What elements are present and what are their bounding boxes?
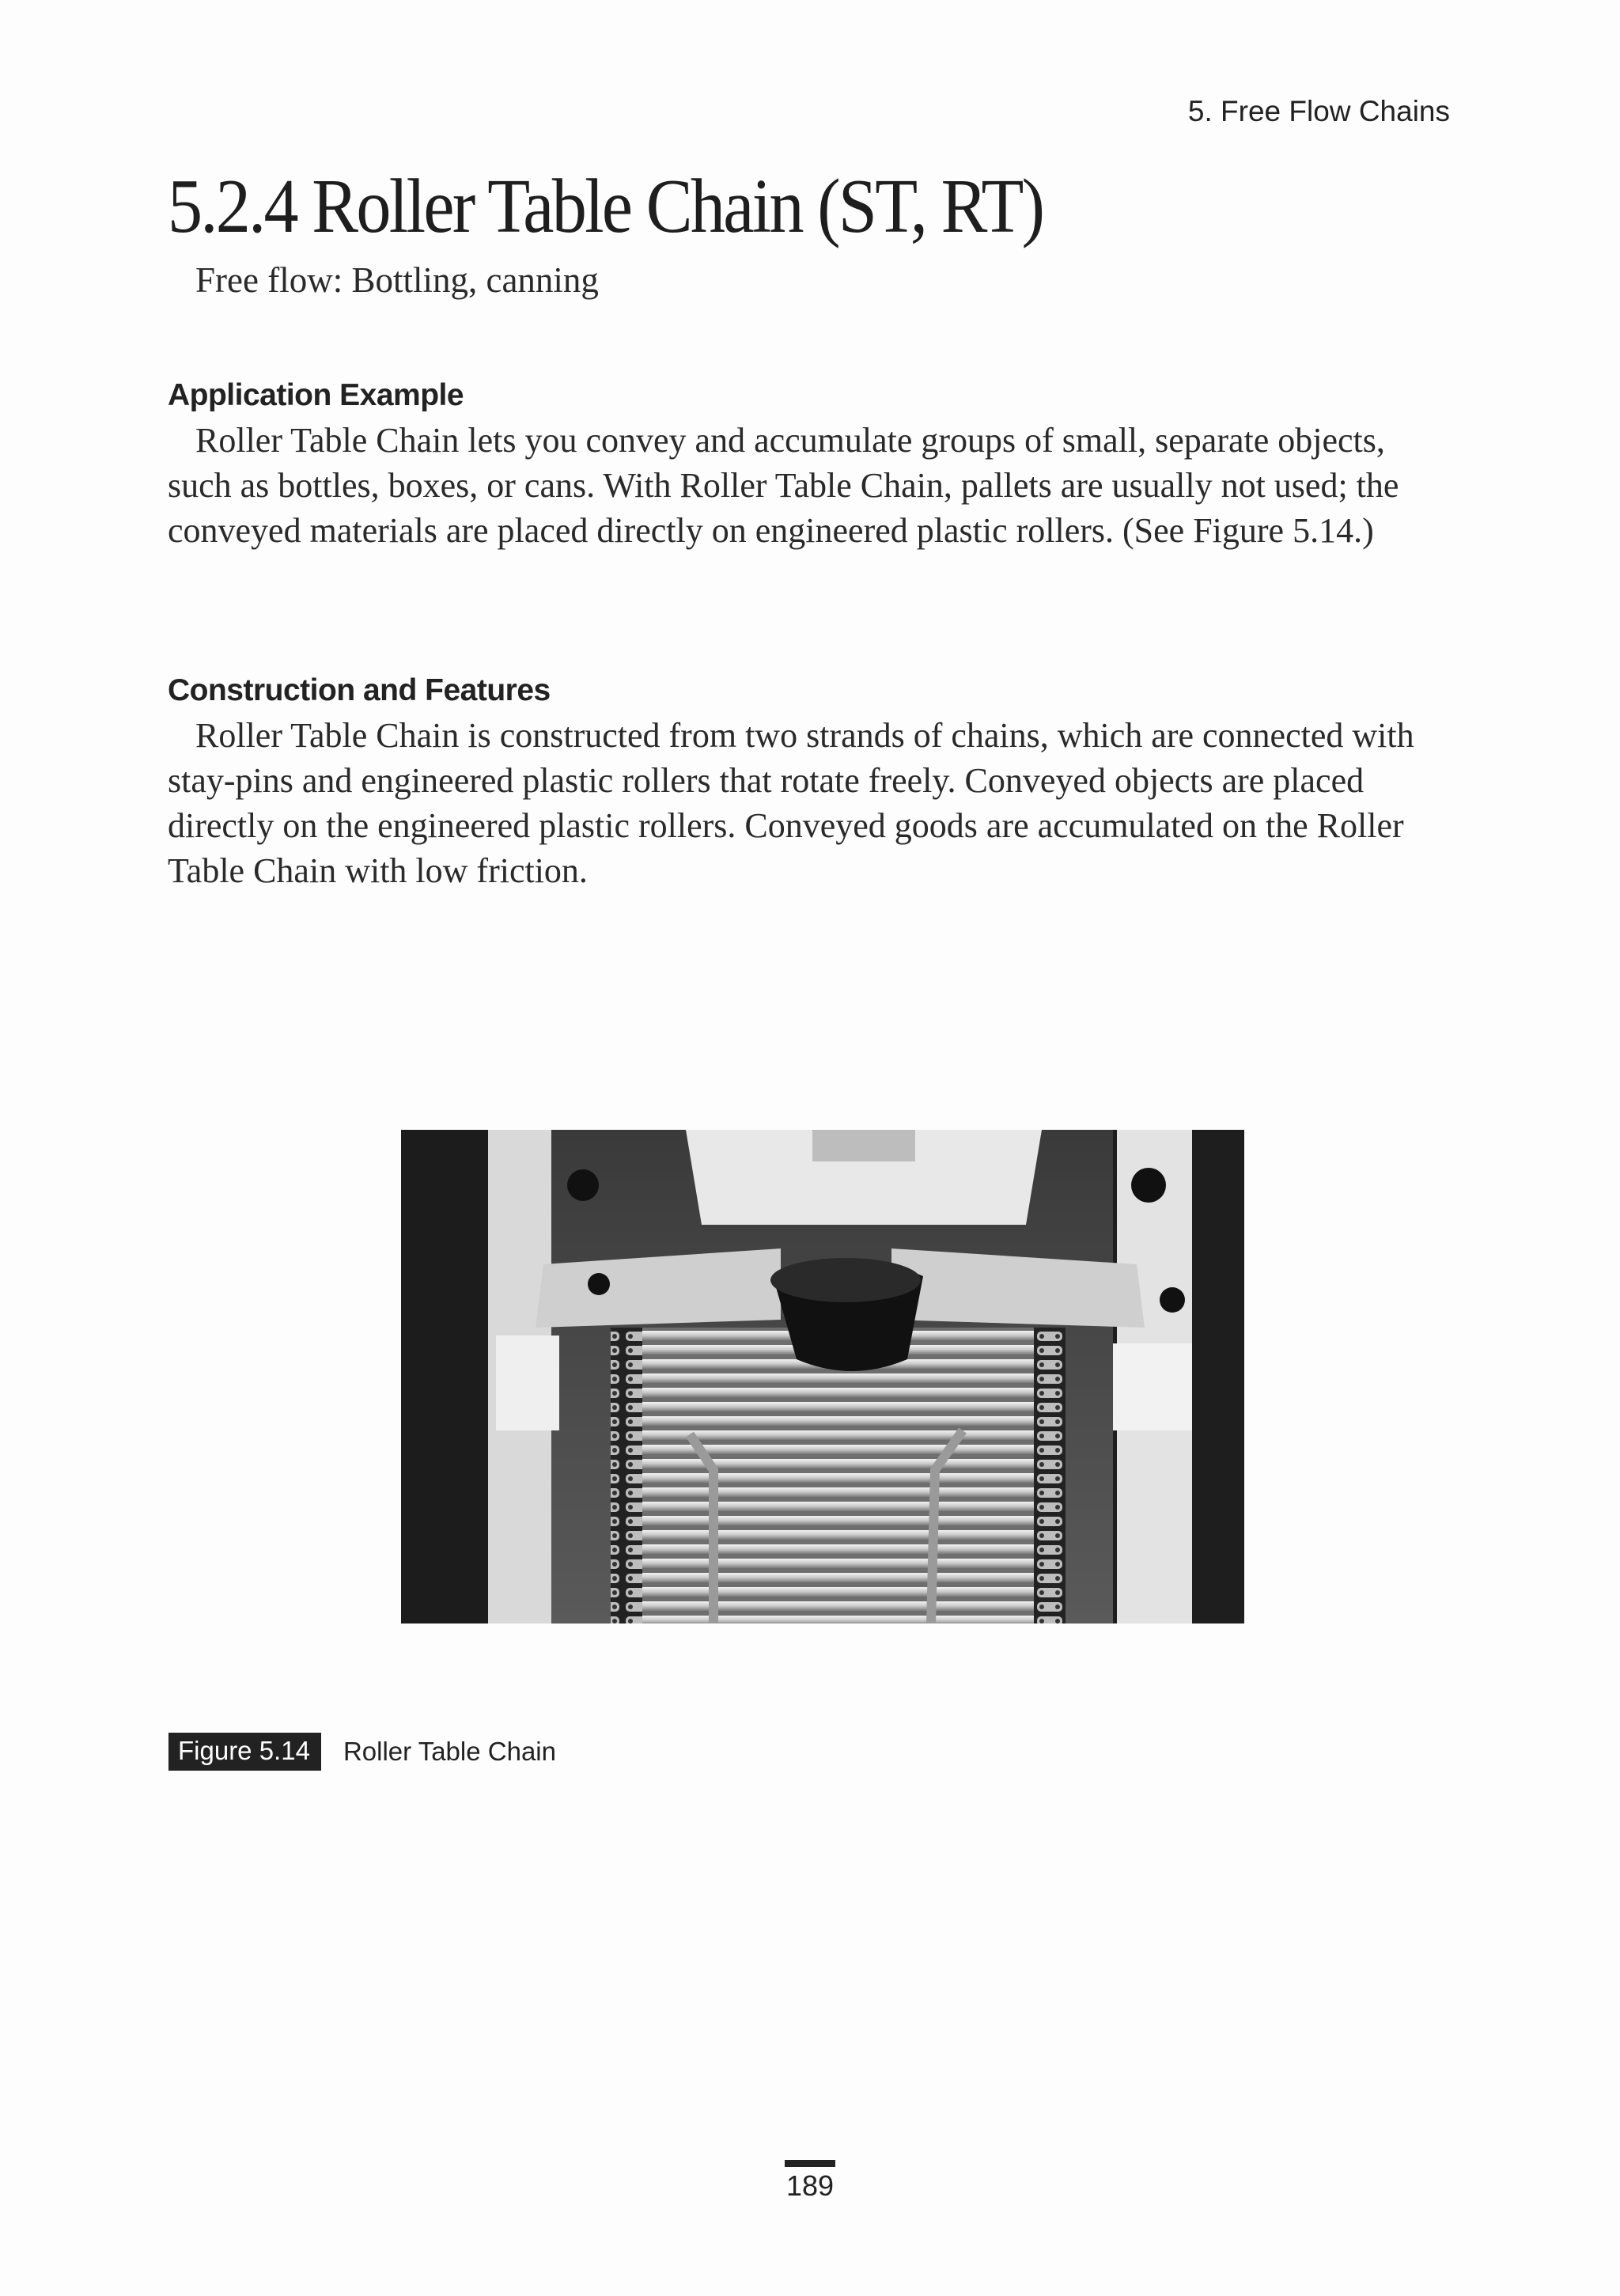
figure-label: Figure 5.14	[168, 1733, 321, 1771]
construction-features-section	[168, 673, 1457, 893]
figure-caption	[168, 1733, 556, 1771]
roller-table-chain-photo	[401, 1130, 1244, 1623]
page-number: 189	[785, 2169, 835, 2202]
figure-caption-text: Roller Table Chain	[343, 1737, 556, 1766]
section-subtitle: Free flow: Bottling, canning	[195, 260, 599, 300]
construction-features-body: Roller Table Chain is constructed from two strands of chains, which are connected with stay-pins and engineered plastic rollers that rotate freely. Conveyed objects are placed directly on the engineered plastic rollers. Conveyed goods are accumulated on the Roller Table Chain with low friction.	[168, 716, 1414, 890]
application-example-body: Roller Table Chain lets you convey and accumulate groups of small, separate objects, such as bottles, boxes, or cans. With Roller Table Chain, pallets are usually not used; the conveyed materials are placed directly on engineered plastic rollers. (See Figure 5.14.)	[168, 421, 1399, 550]
application-example-section	[168, 378, 1457, 553]
construction-features-heading: Construction and Features	[168, 673, 551, 707]
page-number-rule	[785, 2160, 835, 2167]
running-head: 5. Free Flow Chains	[1187, 95, 1450, 127]
section-title: 5.2.4 Roller Table Chain (ST, RT)	[168, 164, 1043, 249]
application-example-heading: Application Example	[168, 378, 464, 412]
